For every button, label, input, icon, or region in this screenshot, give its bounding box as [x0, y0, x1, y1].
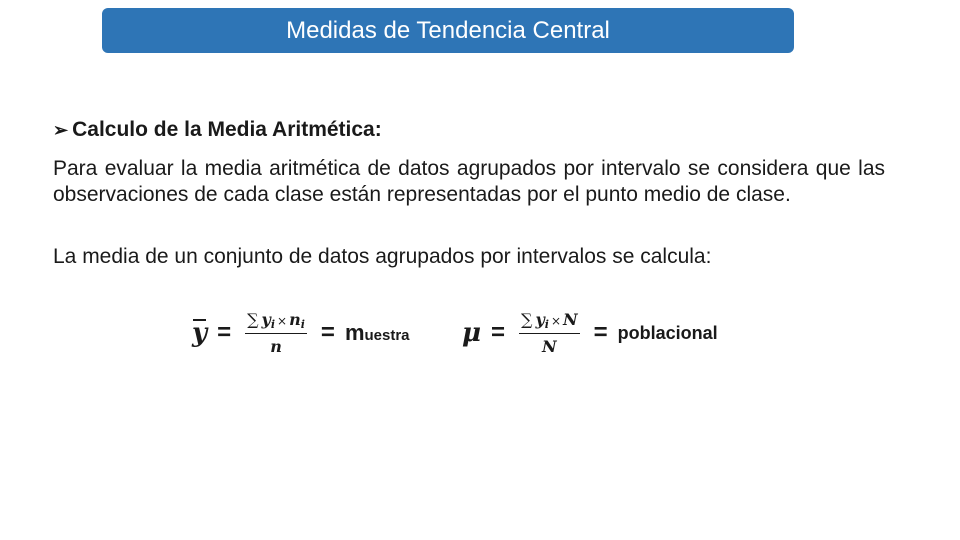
- paragraph-calculo: La media de un conjunto de datos agrupados por intervalos se calcula:: [53, 245, 712, 268]
- title-bar: [102, 8, 794, 53]
- fraction-denominator: n: [270, 337, 282, 356]
- sigma-icon: ∑: [247, 310, 259, 329]
- section-heading: [53, 118, 382, 142]
- paragraph-punto-medio: Para evaluar la media aritmética de datos agrupados por intervalo se considera que las observaciones de cada clase están representadas por el punto medio de clase.: [53, 157, 885, 206]
- sample-fraction: [245, 310, 307, 356]
- heading-text: Calculo de la Media Aritmética:: [72, 118, 382, 141]
- muestra-label: muestra: [344, 320, 410, 345]
- population-mean-formula: [462, 310, 718, 356]
- slide-title: Medidas de Tendencia Central: [286, 16, 610, 44]
- equals-sign: =: [217, 319, 232, 346]
- equals-sign-2: =: [320, 319, 335, 346]
- equals-sign-2: =: [593, 319, 608, 346]
- population-fraction: [519, 310, 580, 356]
- sigma-icon: ∑: [521, 310, 533, 329]
- poblacional-label: poblacional: [617, 322, 718, 343]
- y-bar-symbol: y: [192, 318, 208, 348]
- fraction-numerator: ∑ $y_i \times n_i$: [247, 310, 305, 331]
- sample-mean-formula: [192, 310, 410, 356]
- fraction-numerator: ∑ $y_i \times N$: [521, 310, 578, 331]
- arrow-bullet-icon: ➢: [53, 120, 69, 140]
- fraction-denominator: N: [542, 337, 557, 356]
- equals-sign: =: [491, 319, 506, 346]
- mu-symbol: μ: [462, 318, 482, 348]
